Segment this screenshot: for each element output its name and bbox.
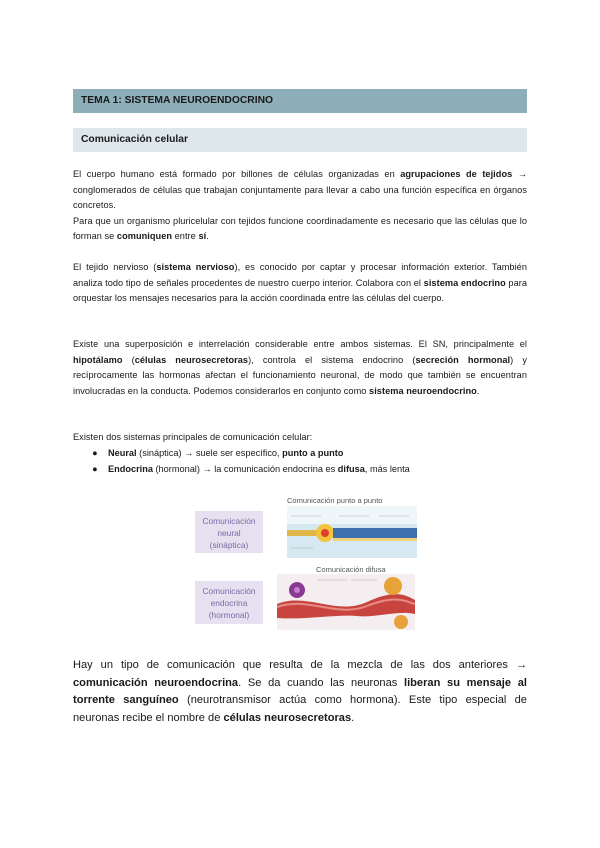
text-run: Para que un organismo pluricelular con tejidos funcione coordinadamente es necesario que las células que lo forman se	[73, 215, 527, 241]
list-item-text	[108, 448, 343, 458]
bullet-icon: ●	[92, 463, 98, 474]
endocrine-communication-label	[195, 581, 263, 624]
text-run: .	[476, 385, 480, 396]
bold-text: secreción hormonal	[415, 354, 511, 365]
bold-text: sí	[198, 231, 207, 241]
target-cell-icon	[333, 528, 417, 538]
text-run: , más lenta	[364, 463, 410, 474]
bold-text: Neural	[108, 448, 137, 458]
text-run: → conglomerados de células que trabajan conjuntamente para llevar a cabo una función específica en órganos concretos.	[73, 169, 527, 210]
bold-text: células neurosecretoras	[223, 711, 352, 724]
label-line: (sináptica)	[209, 540, 249, 550]
paragraph-intro	[73, 167, 527, 245]
text-run: Existen dos sistemas principales de comunicación celular:	[73, 432, 313, 442]
paragraph-systems-intro	[73, 430, 527, 446]
bold-text: agrupaciones de tejidos	[400, 169, 513, 179]
bold-text: punto a punto	[282, 448, 344, 458]
paragraph-neuroendocrine	[73, 657, 527, 727]
label-line: (hormonal)	[208, 610, 250, 620]
text-run: .	[206, 231, 209, 241]
bold-text: liberan su mensaje al torrente sanguíneo	[73, 676, 527, 706]
section-title: Comunicación celular	[81, 134, 189, 145]
text-run: Hay un tipo de comunicación que resulta de la mezcla de las dos anteriores →	[73, 659, 527, 671]
point-to-point-panel-title: Comunicación punto a punto	[287, 496, 383, 505]
bold-text: Endocrina	[108, 463, 153, 474]
topic-title-bar	[73, 89, 527, 113]
text-run: (hormonal) → la comunicación endocrina es	[152, 463, 338, 474]
section-title-bar	[73, 128, 527, 152]
label-line: Comunicación	[202, 516, 256, 526]
label-line: neural	[217, 528, 241, 538]
text-run: El cuerpo humano está formado por billones de células organizadas en	[73, 169, 401, 179]
target-cell-icon	[384, 577, 402, 595]
bold-text: células neurosecretoras	[134, 354, 249, 365]
bold-text: sistema neuroendocrino	[369, 385, 477, 396]
bold-text: sistema endocrino	[423, 277, 506, 288]
text-run: ), controla el sistema endocrino (	[248, 354, 416, 365]
list-item	[73, 446, 527, 462]
text-run: (	[122, 354, 135, 365]
vesicle-icon	[321, 529, 329, 537]
paragraph-nervous-system	[73, 260, 527, 307]
text-run: Existe una superposición e interrelación considerable entre ambos sistemas. El SN, principalmente el	[73, 339, 527, 349]
membrane-icon	[333, 538, 417, 541]
list-item-text	[108, 464, 410, 474]
text-run: para orquestar los mensajes necesarios para la acción coordinada entre las células del cuerpo.	[73, 277, 528, 303]
communication-types-list	[73, 446, 527, 477]
text-run: ) y recíprocamente las hormonas afectan el funcionamiento neuronal, de modo que también se encuentran involucradas en la conducta. Podemos considerarlos en conjunto como	[73, 354, 527, 396]
endocrine-illustration	[277, 574, 415, 630]
text-run: (neurotransmisor actúa como hormona). Este tipo especial de neuronas recibe el nombre de	[73, 694, 527, 724]
list-item	[73, 462, 527, 478]
text-run: ), es conocido por captar y procesar información exterior. También analiza todo tipo de señales procedentes de nuestro cuerpo interior. Colabora con el	[73, 262, 527, 288]
diffuse-panel-title: Comunicación difusa	[316, 565, 386, 574]
paragraph-overlap	[73, 337, 527, 399]
text-run: entre	[172, 231, 199, 241]
target-cell-icon	[394, 615, 408, 629]
label-line: endocrina	[210, 598, 248, 608]
gland-nucleus-icon	[294, 587, 300, 593]
illustration-top	[287, 506, 417, 524]
topic-title: TEMA 1: SISTEMA NEUROENDOCRINO	[81, 95, 274, 106]
synaptic-illustration	[287, 506, 417, 558]
text-run: .	[351, 711, 355, 724]
bold-text: difusa	[337, 463, 365, 474]
label-line: Comunicación	[202, 586, 256, 596]
bold-text: sistema nervioso	[156, 262, 235, 272]
text-run: . Se da cuando las neuronas	[238, 676, 404, 689]
text-run: (sináptica) → suele ser específico,	[136, 448, 283, 458]
text-run: El tejido nervioso (	[73, 262, 157, 272]
bold-text: comuniquen	[116, 231, 173, 241]
neural-communication-label	[195, 511, 263, 553]
bold-text: hipotálamo	[73, 354, 123, 365]
bold-text: comunicación neuroendocrina	[73, 676, 239, 689]
bullet-icon: ●	[92, 448, 98, 458]
